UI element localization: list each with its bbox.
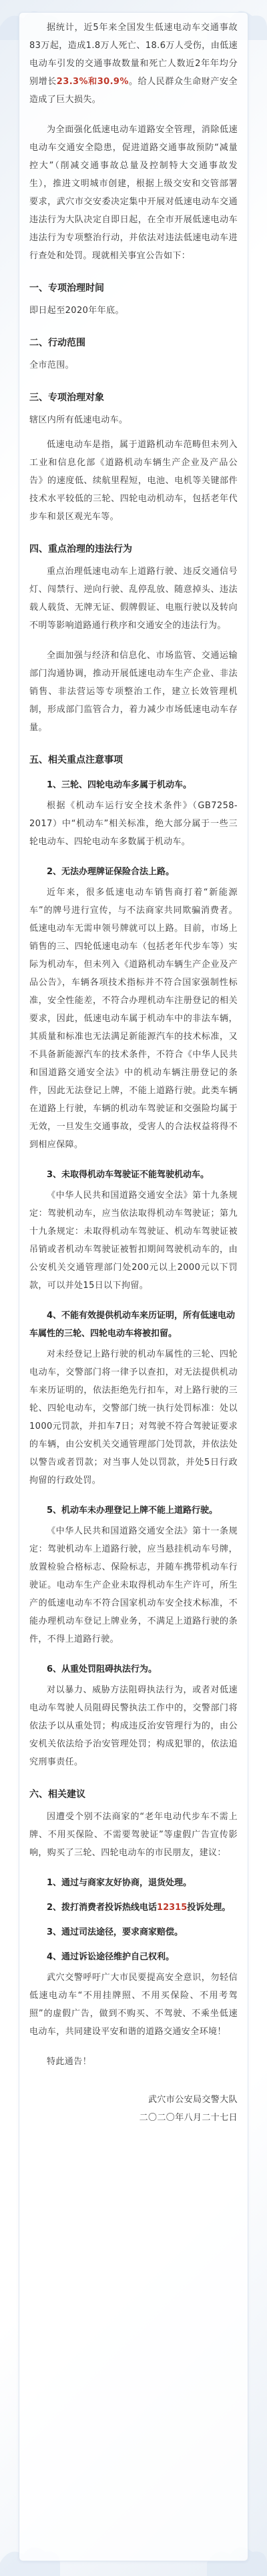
suggestion-2-text: 2、拨打消费者投诉热线电话 — [47, 1903, 158, 1913]
complaint-hotline-number: 12315 — [157, 1903, 188, 1913]
section-4-title: 四、重点治理的违法行为 — [29, 544, 132, 555]
section-6-title: 六、相关建议 — [29, 1789, 85, 1800]
suggestion-1: 1、通过与商家友好协商，退货处理。 — [47, 1878, 192, 1888]
closing-statement: 特此通告！ — [47, 2057, 92, 2067]
notice-content — [29, 19, 238, 2127]
intro-paragraph-2: 为全面强化低速电动车道路安全管理，消除低速电动车交通安全隐患，促进道路交通事故预防“减量控大”（削减交通事故总量及控制特大交通事故发生），推进文明城市创建，根据上级交安和交管部署要求，武穴市交安委决定集中开展对低速电动车交通违法行为大队决定自即日起，在全市开展低速电动车违法行为专项整治行动，并依法对违法低速电动车进行查处和处罚。现就相关事宜公告如下： — [29, 125, 238, 261]
section-5-1-body: 根据《机动车运行安全技术条件》（GB7258-2017）中“机动车”相关标准，绝大部分属于一些三轮电动车、四轮电动车多数属于机动车。 — [29, 801, 238, 847]
section-5-3-title: 3、未取得机动车驾驶证不能驾驶机动车。 — [47, 1170, 210, 1180]
signature-date: 二〇二〇年八月二十七日 — [139, 2113, 238, 2123]
section-2-title: 二、行动范围 — [29, 338, 85, 348]
section-5-6-body: 对以暴力、威胁方法阻碍执法行为，或者对低速电动车驾驶人员阻碍民警执法工作中的，交警部门将依法予以从重处罚；构成违反治安管理行为的，由公安机关依法给予治安管理处罚；构成犯罪的，依法追究刑事责任。 — [29, 1685, 238, 1767]
section-5-4-body: 对未经登记上路行驶的机动车属性的三轮、四轮电动车，交警部门将一律予以查扣，对无法提供机动车来历证明的，依法拒绝先行扣车，对上路行驶的三轮、四轮电动车，交警部门统一执行处罚标准：处以1000元罚款，并扣车7日；对驾驶不符合驾驶证要求的车辆，由公安机关交通管理部门处罚款，并依法处以警告或者罚款；对当事人处以罚款，并处5日行政拘留的行政处罚。 — [29, 1349, 238, 1486]
section-5-4-title: 4、不能有效提供机动车来历证明，所有低速电动车属性的三轮、四轮电动车将被扣留。 — [29, 1311, 236, 1339]
section-3-body-1: 辖区内所有低速电动车。 — [29, 415, 128, 425]
signature-organization: 武穴市公安局交警大队 — [148, 2095, 238, 2105]
section-5-3-body: 《中华人民共和国道路交通安全法》第十九条规定：驾驶机动车，应当依法取得机动车驾驶证；第九十九条规定：未取得机动车驾驶证、机动车驾驶证被吊销或者机动车驾驶证被暂扣期间驾驶机动车的，由公安机关交通管理部门处200元以上2000元以下罚款，可以并处15日以下拘留。 — [29, 1191, 238, 1291]
section-2-body: 全市范围。 — [29, 360, 75, 370]
section-5-2-title: 2、无法办理牌证保险合法上路。 — [47, 867, 175, 877]
suggestion-4: 4、通过诉讼途径维护自己权利。 — [47, 1952, 175, 1962]
suggestion-3: 3、通过司法途径，要求商家赔偿。 — [47, 1927, 184, 1937]
section-5-title: 五、相关重点注意事项 — [29, 755, 123, 765]
section-1-title: 一、专项治理时间 — [29, 283, 104, 294]
suggestion-2 — [29, 1899, 238, 1917]
section-1-body: 即日起至2020年年底。 — [29, 306, 124, 316]
closing-paragraph: 武穴交警呼吁广大市民要提高安全意识，勿轻信低速电动车“不用挂牌照、不用买保险、不用考驾照”的虚假广告，做到不购买、不驾驶、不乘坐低速电动车，共同建设平安和谐的道路交通安全环境！ — [29, 1973, 238, 2037]
section-5-2-body: 近年来，很多低速电动车销售商打着“新能源车”的牌号进行宣传，与不法商家共同欺骗消费者。低速电动车无需申领号牌就可以上路。目前，市场上销售的三、四轮低速电动车（包括老年代步车等）实际为机动车，但未列入《道路机动车辆生产企业及产品公告》，车辆各项技术指标并不符合国家强制性标准，安全性能差，不符合办理机动车注册登记的相关要求，因此，低速电动车属于机动车中的非法车辆，其质量和标准也无法满足新能源汽车的技术标准，又不具备新能源汽车的技术条件，不符合《中华人民共和国道路交通安全法》中的机动车辆注册登记的条件，因此无法登记上牌，不能上道路行驶。此类车辆在道路上行驶，车辆的机动车驾驶证和交强险均属于无效，一旦发生交通事故，受害人的合法权益将得不到相应保障。 — [29, 888, 238, 1150]
intro-text-end: 。给人民群众生命财产安全造成了巨大损失。 — [29, 77, 238, 105]
section-4-body-2: 全面加强与经济和信息化、市场监管、交通运输部门沟通协调，推动开展低速电动车生产企业、非法销售、非法营运等专项整治工作，建立长效管理机制，形成部门监管合力，着力减少市场低速电动车存量。 — [29, 651, 238, 733]
section-3-title: 三、专项治理对象 — [29, 392, 104, 403]
section-5-6-title: 6、从重处罚阻碍执法行为。 — [47, 1664, 158, 1674]
intro-highlight: 23.3%和30.9% — [56, 77, 129, 87]
section-4-body-1: 重点治理低速电动车上道路行驶、违反交通信号灯、闯禁行、逆向行驶、乱停乱放、随意掉头、违法载人载货、无牌无证、假牌假证、电瓶行驶以及转向不明等影响道路通行秩序和交通安全的违法行为。 — [29, 567, 238, 631]
section-5-5-body: 《中华人民共和国道路交通安全法》第十一条规定：驾驶机动车上道路行驶，应当悬挂机动车号牌，放置检验合格标志、保险标志，并随车携带机动车行驶证。电动车生产企业未取得机动车生产许可，所生产的低速电动车不符合国家机动车安全技术标准，不能办理机动车登记上牌业务，不满足上道路行驶的条件，不得上道路行驶。 — [29, 1526, 238, 1644]
section-3-body-2: 低速电动车是指，属于道路机动车范畴但未列入工业和信息化部《道路机动车辆生产企业及产品公告》的速度低、续航里程短，电池、电机等关键部件技术水平较低的三轮、四轮电动机动车，包括老年代步车和景区观光车等。 — [29, 440, 238, 522]
section-5-5-title: 5、机动车未办理登记上牌不能上道路行驶。 — [47, 1506, 218, 1516]
intro-text: 据统计，近5年来全国发生低速电动车交通事故83万起，造成1.8万人死亡、18.6万人受伤，由低速电动车引发的交通事故数量和死亡人数近2年年均分别增长 — [29, 23, 238, 87]
section-6-body: 因遭受个别不法商家的“老年电动代步车不需上牌、不用买保险、不需要驾驶证”等虚假广告宣传影响，购买了三轮、四轮电动车的市民朋友，建议： — [29, 1812, 238, 1858]
section-5-1-title: 1、三轮、四轮电动车多属于机动车。 — [47, 780, 192, 790]
suggestion-2-text-end: 投诉处理。 — [187, 1903, 231, 1913]
intro-paragraph — [29, 19, 238, 109]
